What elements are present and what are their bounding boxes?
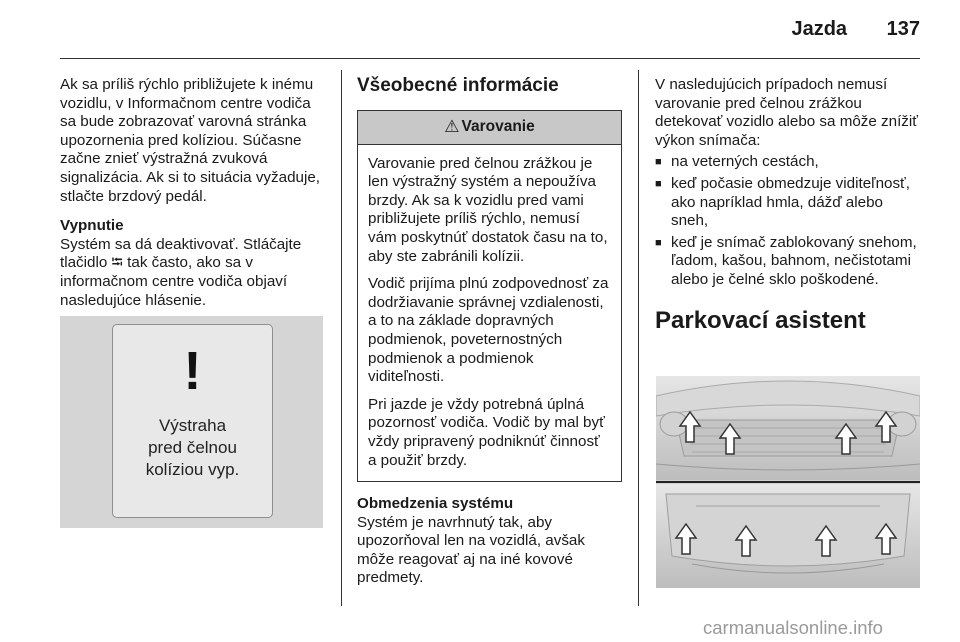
display-line-1: Výstraha	[158, 416, 227, 435]
exclamation-icon: !	[183, 341, 202, 401]
display-line-3: kolíziou vyp.	[145, 460, 240, 479]
page-number: 137	[886, 18, 920, 40]
header-rule	[60, 58, 920, 59]
column-3	[655, 76, 920, 334]
off-text: Systém sa dá deaktivovať. Stláčajte tlačidlo ⭾ tak často, ako sa v informačnom centre vodiča objaví nasledujúce hlásenie.	[60, 235, 302, 309]
conditions-list	[655, 153, 920, 289]
list-item: ■ na veterných cestách,	[655, 153, 920, 172]
chapter-title: Jazda	[791, 18, 848, 40]
collision-intro-text: Ak sa príliš rýchlo približujete k inému vozidlu, v Informačnom centre vodiča sa bude zobrazovať varovná stránka upozornenia pred kolíziou. Súčasne začne znieť výstražná zvuková signalizácia. Ak si to situácia vyžaduje, stlačte brzdový pedál.	[60, 76, 321, 205]
warning-paragraph-1: Varovanie pred čelnou zrážkou je len výstražný systém a nepoužíva brzdy. Ak sa k vozidlu pred vami približujete príliš rýchlo, nemusí vám poskytnúť dostatok času na to, aby ste zabránili kolízii.	[368, 154, 608, 265]
parking-assist-heading: Parkovací asistent	[655, 306, 866, 334]
parking-sensors-image	[656, 376, 920, 588]
column-divider-1	[341, 70, 342, 606]
display-screen	[112, 324, 273, 518]
display-line-2: pred čelnou	[148, 438, 237, 457]
watermark: carmanualsonline.info	[703, 617, 883, 638]
warning-triangle-icon: ⚠	[444, 116, 460, 136]
warning-box	[357, 110, 622, 483]
page-header	[791, 18, 920, 41]
warning-box-body	[358, 145, 621, 482]
warning-paragraph-2: Vodič prijíma plnú zodpovednosť za dodržiavanie správnej vzdialenosti, a to na základe dopravných podmienok, poveternostných podmienok a podmienok viditeľnosti.	[368, 275, 609, 386]
list-item: ■ keď počasie obmedzuje viditeľnosť, ako napríklad hmla, dážď alebo sneh,	[655, 175, 920, 231]
general-info-heading: Všeobecné informácie	[357, 75, 559, 96]
off-heading: Vypnutie	[60, 217, 124, 235]
limits-text: Systém je navrhnutý tak, aby upozorňoval len na vozidlá, avšak môže reagovať aj na iné kovové predmety.	[357, 513, 585, 587]
bumper-illustration	[656, 376, 920, 588]
column-1	[60, 76, 330, 321]
conditions-intro: V nasledujúcich prípadoch nemusí varovanie pred čelnou zrážkou detekovať vozidlo alebo sa môže znížiť výkon snímača:	[655, 76, 918, 149]
warning-title: Varovanie	[461, 117, 535, 135]
column-2	[357, 76, 622, 599]
list-item: ■ keď je snímač zablokovaný snehom, ľadom, kašou, bahnom, nečistotami alebo je čelné sklo poškodené.	[655, 234, 920, 290]
warning-box-header	[358, 111, 621, 145]
warning-paragraph-3: Pri jazde je vždy potrebná úplná pozornosť vodiča. Vodič by mal byť vždy pripravený podniknúť činnosť a použiť brzdy.	[368, 395, 605, 469]
display-message	[113, 415, 272, 481]
limits-heading: Obmedzenia systému	[357, 495, 514, 513]
column-divider-2	[638, 70, 639, 606]
driver-info-display-image	[60, 316, 323, 528]
